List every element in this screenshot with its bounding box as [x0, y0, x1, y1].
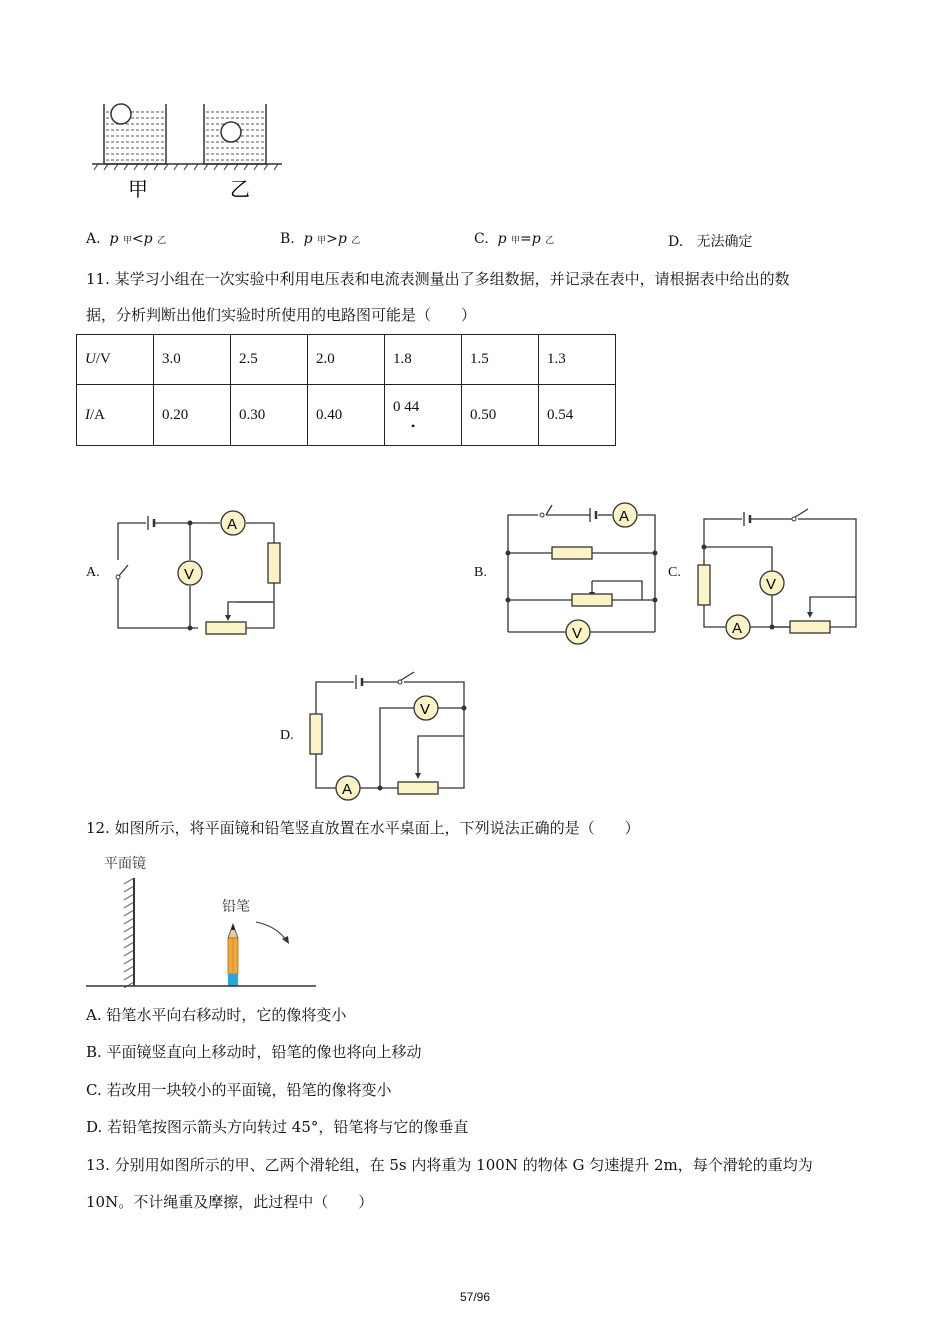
svg-text:A: A — [732, 620, 743, 637]
mirror-label: 平面镜 — [104, 855, 146, 871]
label-yi: 乙 — [230, 179, 250, 201]
voltmeter-a — [178, 561, 202, 585]
circuit-b-diagram — [500, 497, 670, 647]
q12-option-d[interactable]: D. 若铅笔按图示箭头方向转过 45°，铅笔将与它的像垂直 — [86, 1118, 469, 1136]
circuit-d-label[interactable]: D. — [280, 728, 294, 743]
q11-data-table — [76, 334, 616, 446]
ammeter-a — [221, 511, 245, 535]
ball-yi — [221, 122, 241, 142]
table-cell: 0.30 — [231, 385, 308, 446]
table-cell: 1.5 — [462, 335, 539, 385]
q10-option-d[interactable]: D. 无法确定 — [668, 234, 753, 250]
table-cell: 0.50 — [462, 385, 539, 446]
q10-option-b[interactable]: B. p 甲>p 乙 — [280, 231, 361, 247]
svg-text:V: V — [184, 566, 195, 583]
q13-stem-line1: 13. 分别用如图所示的甲、乙两个滑轮组，在 5s 内将重为 100N 的物体 G 匀速提升 2m，每个滑轮的重均为 — [86, 1156, 813, 1174]
circuit-a-label[interactable]: A. — [86, 565, 100, 580]
q12-option-b[interactable]: B. 平面镜竖直向上移动时，铅笔的像也将向上移动 — [86, 1043, 422, 1061]
rheostat-b — [572, 594, 612, 606]
q10-option-a[interactable]: A. p 甲<p 乙 — [86, 231, 167, 247]
rotation-arrow-icon — [256, 922, 286, 940]
ball-jia — [111, 104, 131, 124]
circuit-c-diagram — [694, 505, 866, 645]
row-header-i: I/A — [77, 385, 154, 446]
circuit-b-label[interactable]: B. — [474, 565, 487, 580]
q11-stem-line2: 据，分析判断出他们实验时所使用的电路图可能是（ ） — [86, 306, 477, 324]
table-cell: 0.40 — [308, 385, 385, 446]
svg-text:V: V — [420, 701, 431, 718]
circuit-d-diagram — [306, 668, 478, 806]
q11-stem-line1: 11. 某学习小组在一次实验中利用电压表和电流表测量出了多组数据，并记录在表中，请根据表中给出的数 — [86, 270, 790, 288]
table-cell: 0 44 • — [385, 385, 462, 446]
svg-text:A: A — [227, 516, 238, 533]
table-cell: 1.3 — [539, 335, 616, 385]
svg-text:V: V — [766, 576, 777, 593]
q13-stem-line2: 10N。不计绳重及摩擦，此过程中（ ） — [86, 1193, 374, 1211]
label-jia: 甲 — [128, 179, 148, 201]
q10-figure — [88, 98, 288, 208]
q12-figure — [86, 848, 326, 993]
table-cell: 0.54 — [539, 385, 616, 446]
voltmeter-d — [414, 696, 438, 720]
ammeter-c — [726, 615, 750, 639]
ammeter-b — [613, 503, 637, 527]
resistor-a — [268, 543, 280, 583]
q12-option-a[interactable]: A. 铅笔水平向右移动时，它的像将变小 — [86, 1006, 347, 1024]
q12-option-c[interactable]: C. 若改用一块较小的平面镜，铅笔的像将变小 — [86, 1081, 392, 1099]
page-number: 57/96 — [459, 1290, 491, 1304]
circuit-a-diagram — [110, 505, 290, 635]
q12-stem: 12. 如图所示，将平面镜和铅笔竖直放置在水平桌面上，下列说法正确的是（ ） — [86, 819, 640, 837]
table-cell: 0.20 — [154, 385, 231, 446]
ammeter-d — [336, 776, 360, 800]
voltmeter-b — [566, 620, 590, 644]
resistor-c — [698, 565, 710, 605]
svg-text:A: A — [342, 781, 353, 798]
pencil-icon — [228, 924, 238, 986]
svg-text:V: V — [572, 625, 583, 642]
table-row-voltage — [77, 335, 616, 385]
pencil-label: 铅笔 — [222, 898, 250, 914]
plane-mirror — [124, 878, 134, 988]
q10-option-c[interactable]: C. p 甲=p 乙 — [474, 231, 555, 247]
svg-text:A: A — [619, 508, 630, 525]
circuit-c-label[interactable]: C. — [668, 565, 681, 580]
table-row-current — [77, 385, 616, 446]
table-cell: 3.0 — [154, 335, 231, 385]
rheostat-a — [206, 622, 246, 634]
resistor-d — [310, 714, 322, 754]
table-cell: 1.8 — [385, 335, 462, 385]
rheostat-c — [790, 621, 830, 633]
stray-dot: • — [411, 419, 416, 433]
rheostat-d — [398, 782, 438, 794]
row-header-u: U/V — [77, 335, 154, 385]
table-cell: 2.5 — [231, 335, 308, 385]
resistor-b — [552, 547, 592, 559]
table-cell: 2.0 — [308, 335, 385, 385]
voltmeter-c — [760, 571, 784, 595]
